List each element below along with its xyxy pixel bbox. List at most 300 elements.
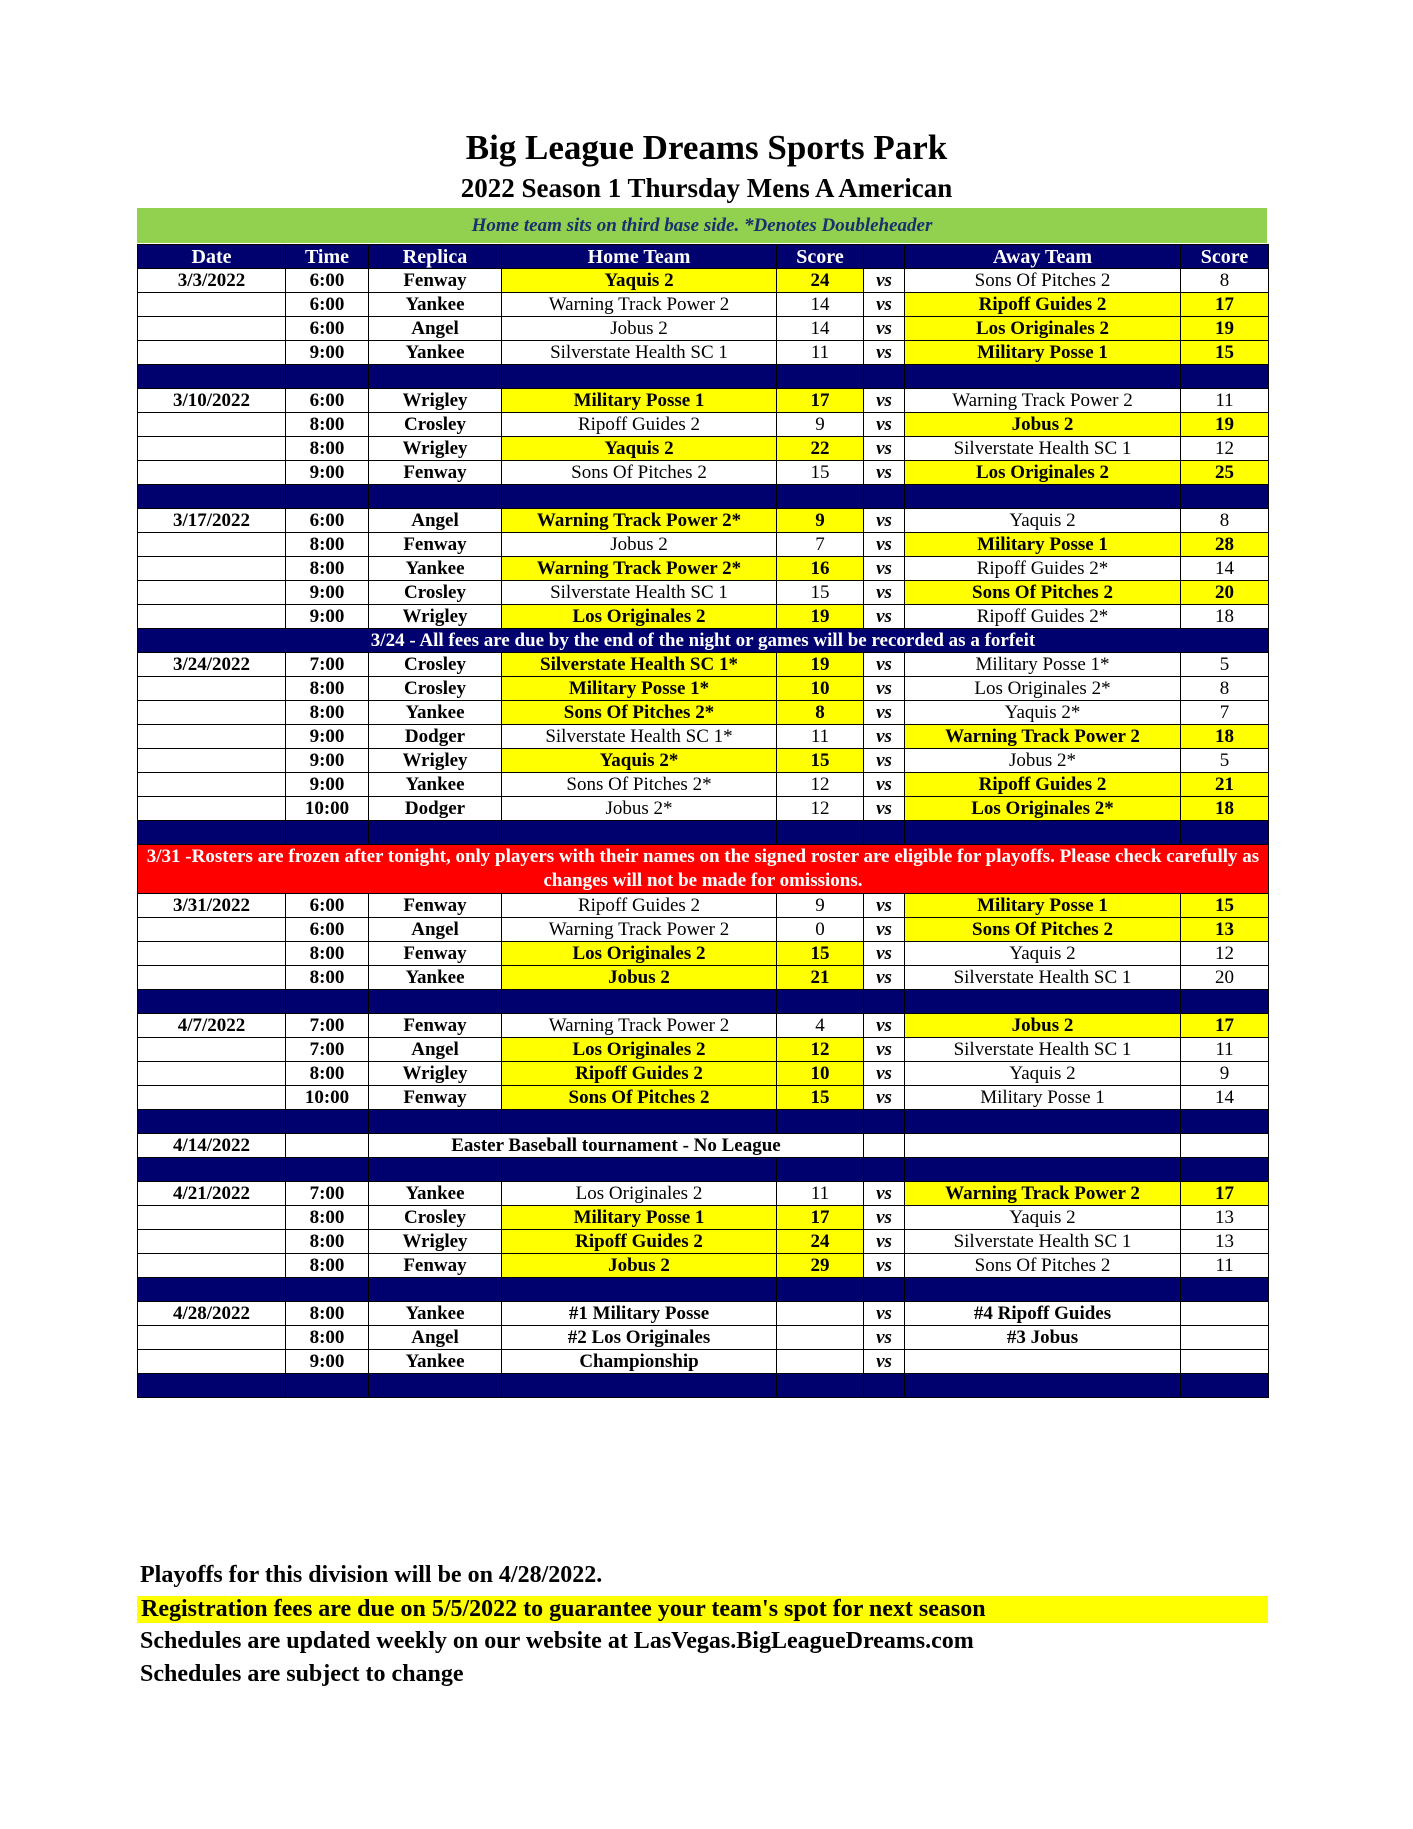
field-replica: Yankee — [369, 966, 502, 990]
game-time: 6:00 — [286, 918, 369, 942]
separator-cell — [864, 485, 905, 509]
game-time: 7:00 — [286, 1038, 369, 1062]
away-team: Yaquis 2 — [905, 509, 1181, 533]
away-score: 11 — [1181, 389, 1269, 413]
home-score: 17 — [777, 1206, 864, 1230]
field-replica: Crosley — [369, 1206, 502, 1230]
game-row — [138, 437, 1269, 461]
away-team: Silverstate Health SC 1 — [905, 1038, 1181, 1062]
game-row — [138, 389, 1269, 413]
home-team: Ripoff Guides 2 — [502, 413, 777, 437]
game-row — [138, 605, 1269, 629]
field-replica: Yankee — [369, 557, 502, 581]
away-team: Military Posse 1 — [905, 894, 1181, 918]
away-score: 17 — [1181, 1182, 1269, 1206]
away-score: 13 — [1181, 1206, 1269, 1230]
home-score — [777, 1350, 864, 1374]
home-score: 11 — [777, 341, 864, 365]
game-row — [138, 581, 1269, 605]
game-time: 7:00 — [286, 1182, 369, 1206]
vs-cell: vs — [864, 918, 905, 942]
home-score: 19 — [777, 605, 864, 629]
field-replica: Angel — [369, 1038, 502, 1062]
home-score: 0 — [777, 918, 864, 942]
vs-cell: vs — [864, 773, 905, 797]
separator-row — [138, 365, 1269, 389]
field-replica: Fenway — [369, 942, 502, 966]
home-score: 15 — [777, 1086, 864, 1110]
away-score: 8 — [1181, 269, 1269, 293]
field-replica: Wrigley — [369, 389, 502, 413]
separator-cell — [138, 1110, 286, 1134]
separator-cell — [502, 485, 777, 509]
game-row — [138, 509, 1269, 533]
separator-cell — [369, 990, 502, 1014]
game-time: 8:00 — [286, 677, 369, 701]
separator-cell — [138, 1278, 286, 1302]
game-date — [138, 461, 286, 485]
header-vs — [864, 245, 905, 269]
game-date: 4/14/2022 — [138, 1134, 286, 1158]
game-row — [138, 341, 1269, 365]
game-date — [138, 413, 286, 437]
home-score: 14 — [777, 317, 864, 341]
game-date: 3/3/2022 — [138, 269, 286, 293]
separator-cell — [905, 990, 1181, 1014]
separator-cell — [864, 821, 905, 845]
header-replica: Replica — [369, 245, 502, 269]
header-date: Date — [138, 245, 286, 269]
vs-cell: vs — [864, 293, 905, 317]
separator-cell — [502, 821, 777, 845]
separator-row — [138, 1374, 1269, 1398]
away-team: Warning Track Power 2 — [905, 1182, 1181, 1206]
vs-cell: vs — [864, 389, 905, 413]
game-time: 10:00 — [286, 797, 369, 821]
separator-cell — [905, 365, 1181, 389]
vs-cell: vs — [864, 1230, 905, 1254]
away-score: 15 — [1181, 894, 1269, 918]
game-date — [138, 942, 286, 966]
game-time: 9:00 — [286, 1350, 369, 1374]
away-score: 8 — [1181, 509, 1269, 533]
game-date — [138, 1038, 286, 1062]
away-score: 19 — [1181, 317, 1269, 341]
away-score: 18 — [1181, 797, 1269, 821]
home-team: Jobus 2 — [502, 966, 777, 990]
game-row — [138, 966, 1269, 990]
away-team: Jobus 2* — [905, 749, 1181, 773]
game-time: 7:00 — [286, 1014, 369, 1038]
home-score: 12 — [777, 773, 864, 797]
game-row — [138, 461, 1269, 485]
separator-cell — [1181, 485, 1269, 509]
home-team: Yaquis 2 — [502, 437, 777, 461]
home-team: Warning Track Power 2 — [502, 918, 777, 942]
footer-registration: Registration fees are due on 5/5/2022 to guarantee your team's spot for next season — [137, 1596, 1268, 1623]
vs-cell: vs — [864, 894, 905, 918]
away-team: Jobus 2 — [905, 413, 1181, 437]
game-row — [138, 1062, 1269, 1086]
game-date — [138, 1350, 286, 1374]
game-row — [138, 1038, 1269, 1062]
field-replica: Angel — [369, 317, 502, 341]
game-time: 9:00 — [286, 725, 369, 749]
separator-row — [138, 1158, 1269, 1182]
field-replica: Yankee — [369, 341, 502, 365]
away-score: 17 — [1181, 1014, 1269, 1038]
game-date: 3/31/2022 — [138, 894, 286, 918]
home-score: 8 — [777, 701, 864, 725]
separator-cell — [502, 365, 777, 389]
vs-cell: vs — [864, 269, 905, 293]
game-row — [138, 269, 1269, 293]
separator-cell — [864, 1110, 905, 1134]
away-score: 28 — [1181, 533, 1269, 557]
separator-cell — [369, 485, 502, 509]
separator-cell — [502, 1158, 777, 1182]
away-team: Ripoff Guides 2 — [905, 773, 1181, 797]
home-score: 19 — [777, 653, 864, 677]
game-row — [138, 317, 1269, 341]
vs-cell: vs — [864, 557, 905, 581]
separator-row — [138, 990, 1269, 1014]
away-team: Los Originales 2 — [905, 317, 1181, 341]
away-score — [1181, 1302, 1269, 1326]
away-score: 7 — [1181, 701, 1269, 725]
away-team: Yaquis 2 — [905, 1206, 1181, 1230]
game-date — [138, 797, 286, 821]
game-date — [138, 677, 286, 701]
game-time: 6:00 — [286, 317, 369, 341]
separator-cell — [286, 1110, 369, 1134]
field-replica: Wrigley — [369, 1230, 502, 1254]
away-team: Silverstate Health SC 1 — [905, 437, 1181, 461]
game-time: 6:00 — [286, 269, 369, 293]
field-replica: Angel — [369, 918, 502, 942]
separator-cell — [777, 485, 864, 509]
separator-cell — [369, 365, 502, 389]
home-score: 22 — [777, 437, 864, 461]
field-replica: Dodger — [369, 725, 502, 749]
home-score: 10 — [777, 1062, 864, 1086]
game-date: 3/24/2022 — [138, 653, 286, 677]
home-team: Yaquis 2 — [502, 269, 777, 293]
game-row — [138, 413, 1269, 437]
separator-cell — [1181, 1110, 1269, 1134]
home-team: Silverstate Health SC 1 — [502, 581, 777, 605]
vs-cell: vs — [864, 749, 905, 773]
separator-cell — [369, 1158, 502, 1182]
game-row — [138, 1206, 1269, 1230]
header-away-team: Away Team — [905, 245, 1181, 269]
home-score — [777, 1326, 864, 1350]
away-score: 14 — [1181, 557, 1269, 581]
game-date: 4/7/2022 — [138, 1014, 286, 1038]
home-team: #1 Military Posse — [502, 1302, 777, 1326]
separator-cell — [1181, 1158, 1269, 1182]
away-score: 5 — [1181, 653, 1269, 677]
away-score: 20 — [1181, 966, 1269, 990]
home-score — [777, 1302, 864, 1326]
game-time: 9:00 — [286, 461, 369, 485]
home-score: 10 — [777, 677, 864, 701]
away-team — [905, 1134, 1181, 1158]
vs-cell: vs — [864, 533, 905, 557]
separator-cell — [777, 1110, 864, 1134]
schedule-table — [137, 244, 1269, 1398]
game-date — [138, 773, 286, 797]
away-score: 20 — [1181, 581, 1269, 605]
home-score: 11 — [777, 1182, 864, 1206]
game-date — [138, 557, 286, 581]
field-replica: Yankee — [369, 293, 502, 317]
away-team: Military Posse 1 — [905, 533, 1181, 557]
home-team: Ripoff Guides 2 — [502, 894, 777, 918]
game-time: 8:00 — [286, 966, 369, 990]
home-team: Warning Track Power 2 — [502, 293, 777, 317]
game-time: 6:00 — [286, 293, 369, 317]
game-date — [138, 1230, 286, 1254]
separator-cell — [369, 1374, 502, 1398]
game-date — [138, 1326, 286, 1350]
separator-cell — [286, 485, 369, 509]
home-team: Jobus 2 — [502, 533, 777, 557]
field-replica: Angel — [369, 1326, 502, 1350]
home-score: 9 — [777, 894, 864, 918]
home-team: Jobus 2 — [502, 1254, 777, 1278]
home-score: 15 — [777, 581, 864, 605]
separator-row — [138, 1278, 1269, 1302]
page-subtitle: 2022 Season 1 Thursday Mens A American — [460, 173, 953, 203]
home-team: Warning Track Power 2 — [502, 1014, 777, 1038]
away-score: 15 — [1181, 341, 1269, 365]
vs-cell: vs — [864, 581, 905, 605]
away-team: Los Originales 2* — [905, 677, 1181, 701]
separator-row — [138, 485, 1269, 509]
separator-cell — [1181, 1374, 1269, 1398]
game-date: 4/21/2022 — [138, 1182, 286, 1206]
away-score: 5 — [1181, 749, 1269, 773]
away-team: Military Posse 1 — [905, 341, 1181, 365]
away-team: Warning Track Power 2 — [905, 389, 1181, 413]
game-time: 8:00 — [286, 1062, 369, 1086]
vs-cell: vs — [864, 1014, 905, 1038]
home-team: Los Originales 2 — [502, 942, 777, 966]
away-team: Sons Of Pitches 2 — [905, 581, 1181, 605]
vs-cell: vs — [864, 509, 905, 533]
game-row — [138, 1302, 1269, 1326]
game-date — [138, 293, 286, 317]
separator-cell — [864, 1374, 905, 1398]
vs-cell: vs — [864, 341, 905, 365]
game-time: 8:00 — [286, 437, 369, 461]
away-team: Silverstate Health SC 1 — [905, 966, 1181, 990]
separator-cell — [905, 1278, 1181, 1302]
home-score: 14 — [777, 293, 864, 317]
away-team: Sons Of Pitches 2 — [905, 1254, 1181, 1278]
home-score: 16 — [777, 557, 864, 581]
away-team: #3 Jobus — [905, 1326, 1181, 1350]
away-team: Ripoff Guides 2* — [905, 605, 1181, 629]
away-score: 25 — [1181, 461, 1269, 485]
game-time: 6:00 — [286, 894, 369, 918]
vs-cell: vs — [864, 966, 905, 990]
field-replica: Crosley — [369, 653, 502, 677]
away-score: 19 — [1181, 413, 1269, 437]
field-replica: Fenway — [369, 533, 502, 557]
vs-cell: vs — [864, 605, 905, 629]
field-replica: Crosley — [369, 677, 502, 701]
home-team: Sons Of Pitches 2 — [502, 461, 777, 485]
separator-cell — [502, 1278, 777, 1302]
vs-cell: vs — [864, 701, 905, 725]
game-row — [138, 653, 1269, 677]
home-score: 15 — [777, 749, 864, 773]
header-time: Time — [286, 245, 369, 269]
footer-website: Schedules are updated weekly on our website at LasVegas.BigLeagueDreams.com — [140, 1628, 974, 1654]
home-team: Military Posse 1 — [502, 389, 777, 413]
game-time: 8:00 — [286, 1326, 369, 1350]
game-date: 3/10/2022 — [138, 389, 286, 413]
page-title: Big League Dreams Sports Park — [465, 128, 948, 167]
separator-row — [138, 1110, 1269, 1134]
vs-cell: vs — [864, 1206, 905, 1230]
home-team: Los Originales 2 — [502, 1182, 777, 1206]
game-date — [138, 1206, 286, 1230]
header-away-score: Score — [1181, 245, 1269, 269]
vs-cell: vs — [864, 1182, 905, 1206]
separator-cell — [905, 485, 1181, 509]
game-time: 8:00 — [286, 701, 369, 725]
away-score: 14 — [1181, 1086, 1269, 1110]
vs-cell: vs — [864, 942, 905, 966]
separator-cell — [286, 821, 369, 845]
field-replica: Yankee — [369, 773, 502, 797]
field-replica: Wrigley — [369, 437, 502, 461]
separator-cell — [1181, 1278, 1269, 1302]
game-date: 4/28/2022 — [138, 1302, 286, 1326]
separator-cell — [138, 990, 286, 1014]
home-score: 12 — [777, 797, 864, 821]
away-score: 13 — [1181, 918, 1269, 942]
home-team: Warning Track Power 2* — [502, 557, 777, 581]
game-date — [138, 1086, 286, 1110]
header-home-team: Home Team — [502, 245, 777, 269]
separator-cell — [286, 365, 369, 389]
field-replica: Dodger — [369, 797, 502, 821]
away-team — [905, 1350, 1181, 1374]
vs-cell: vs — [864, 437, 905, 461]
vs-cell: vs — [864, 725, 905, 749]
game-row — [138, 894, 1269, 918]
game-date — [138, 749, 286, 773]
separator-cell — [369, 821, 502, 845]
away-score: 12 — [1181, 942, 1269, 966]
separator-cell — [864, 990, 905, 1014]
field-replica: Crosley — [369, 413, 502, 437]
away-score: 11 — [1181, 1254, 1269, 1278]
away-score: 12 — [1181, 437, 1269, 461]
away-team: Sons Of Pitches 2 — [905, 269, 1181, 293]
home-team: Sons Of Pitches 2* — [502, 773, 777, 797]
separator-cell — [864, 365, 905, 389]
game-time: 9:00 — [286, 605, 369, 629]
field-replica: Angel — [369, 509, 502, 533]
field-replica: Fenway — [369, 1086, 502, 1110]
home-score: 4 — [777, 1014, 864, 1038]
home-score: 7 — [777, 533, 864, 557]
game-time: 9:00 — [286, 341, 369, 365]
separator-cell — [138, 821, 286, 845]
game-time: 8:00 — [286, 942, 369, 966]
home-score: 9 — [777, 413, 864, 437]
game-row — [138, 1254, 1269, 1278]
home-score: 17 — [777, 389, 864, 413]
vs-cell: vs — [864, 413, 905, 437]
field-replica: Fenway — [369, 894, 502, 918]
vs-cell — [864, 1134, 905, 1158]
vs-cell: vs — [864, 1302, 905, 1326]
separator-cell — [864, 1158, 905, 1182]
separator-cell — [905, 1374, 1181, 1398]
field-replica: Fenway — [369, 461, 502, 485]
away-team: Los Originales 2* — [905, 797, 1181, 821]
home-score: 24 — [777, 269, 864, 293]
separator-cell — [1181, 365, 1269, 389]
away-team: Ripoff Guides 2* — [905, 557, 1181, 581]
separator-cell — [1181, 821, 1269, 845]
game-date — [138, 1062, 286, 1086]
vs-cell: vs — [864, 677, 905, 701]
away-team: Ripoff Guides 2 — [905, 293, 1181, 317]
vs-cell: vs — [864, 797, 905, 821]
game-date: 3/17/2022 — [138, 509, 286, 533]
separator-cell — [502, 990, 777, 1014]
separator-cell — [138, 365, 286, 389]
separator-cell — [905, 1110, 1181, 1134]
vs-cell: vs — [864, 1350, 905, 1374]
home-team: Jobus 2* — [502, 797, 777, 821]
game-date — [138, 317, 286, 341]
game-row — [138, 533, 1269, 557]
game-time: 9:00 — [286, 773, 369, 797]
field-replica: Yankee — [369, 1182, 502, 1206]
away-score: 9 — [1181, 1062, 1269, 1086]
vs-cell: vs — [864, 1038, 905, 1062]
separator-row — [138, 821, 1269, 845]
info-banner: Home team sits on third base side. *Denotes Doubleheader — [137, 208, 1267, 243]
game-time: 7:00 — [286, 653, 369, 677]
game-date — [138, 725, 286, 749]
game-time — [286, 1134, 369, 1158]
field-replica: Fenway — [369, 1254, 502, 1278]
game-time: 8:00 — [286, 1206, 369, 1230]
game-date — [138, 966, 286, 990]
game-time: 9:00 — [286, 581, 369, 605]
game-time: 8:00 — [286, 557, 369, 581]
separator-cell — [286, 1278, 369, 1302]
home-team: Championship — [502, 1350, 777, 1374]
game-date — [138, 437, 286, 461]
game-row — [138, 1326, 1269, 1350]
game-date — [138, 533, 286, 557]
field-replica: Yankee — [369, 1302, 502, 1326]
field-replica: Wrigley — [369, 749, 502, 773]
away-score: 18 — [1181, 725, 1269, 749]
home-score: 24 — [777, 1230, 864, 1254]
separator-cell — [138, 1374, 286, 1398]
